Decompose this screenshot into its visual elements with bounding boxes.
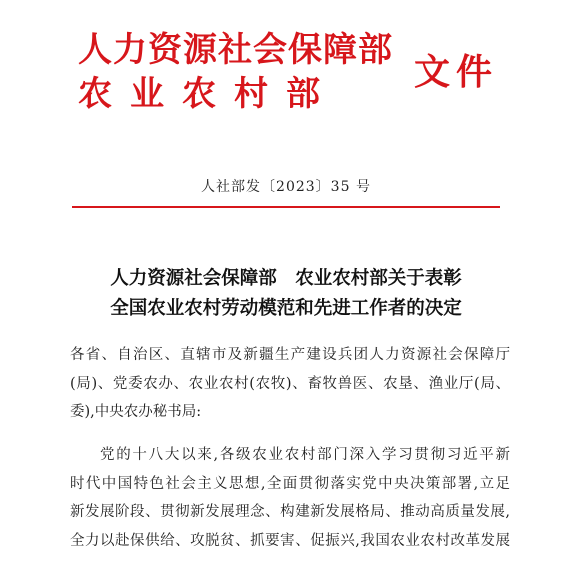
addressee-line: 委),中央农办秘书局: [70,404,202,420]
paragraph-line: 党的十八大以来,各级农业农村部门深入学习贯彻习近平新 [100,447,510,463]
addressee-block [70,341,510,427]
document-title-line-1: 人力资源社会保障部 农业农村部关于表彰 [110,268,462,289]
paragraph-line: 时代中国特色社会主义思想,全面贯彻落实党中央决策部署,立足 [70,475,510,492]
paragraph-line: 全力以赴保供给、攻脱贫、抓要害、促振兴,我国农业农村改革发展 [70,532,510,549]
document-header [0,0,572,130]
addressee-line: (局)、党委农办、农业农村(农牧)、畜牧兽医、农垦、渔业厅(局、 [70,375,510,392]
document-number: 人社部发〔2023〕35 号 [201,179,371,195]
issuer-ministry-hrss: 人力资源社会保障部 [78,30,393,70]
red-divider [72,206,500,208]
issuer-ministry-agriculture: 农业农村部 [78,74,338,114]
paragraph-line: 新发展阶段、贯彻新发展理念、构建新发展格局、推动高质量发展, [70,504,510,520]
body-paragraph [70,441,510,555]
addressee-line: 各省、自治区、直辖市及新疆生产建设兵团人力资源社会保障厅 [70,347,510,363]
document-title-line-2: 全国农业农村劳动模范和先进工作者的决定 [110,298,462,319]
document-suffix: 文件 [414,51,499,93]
